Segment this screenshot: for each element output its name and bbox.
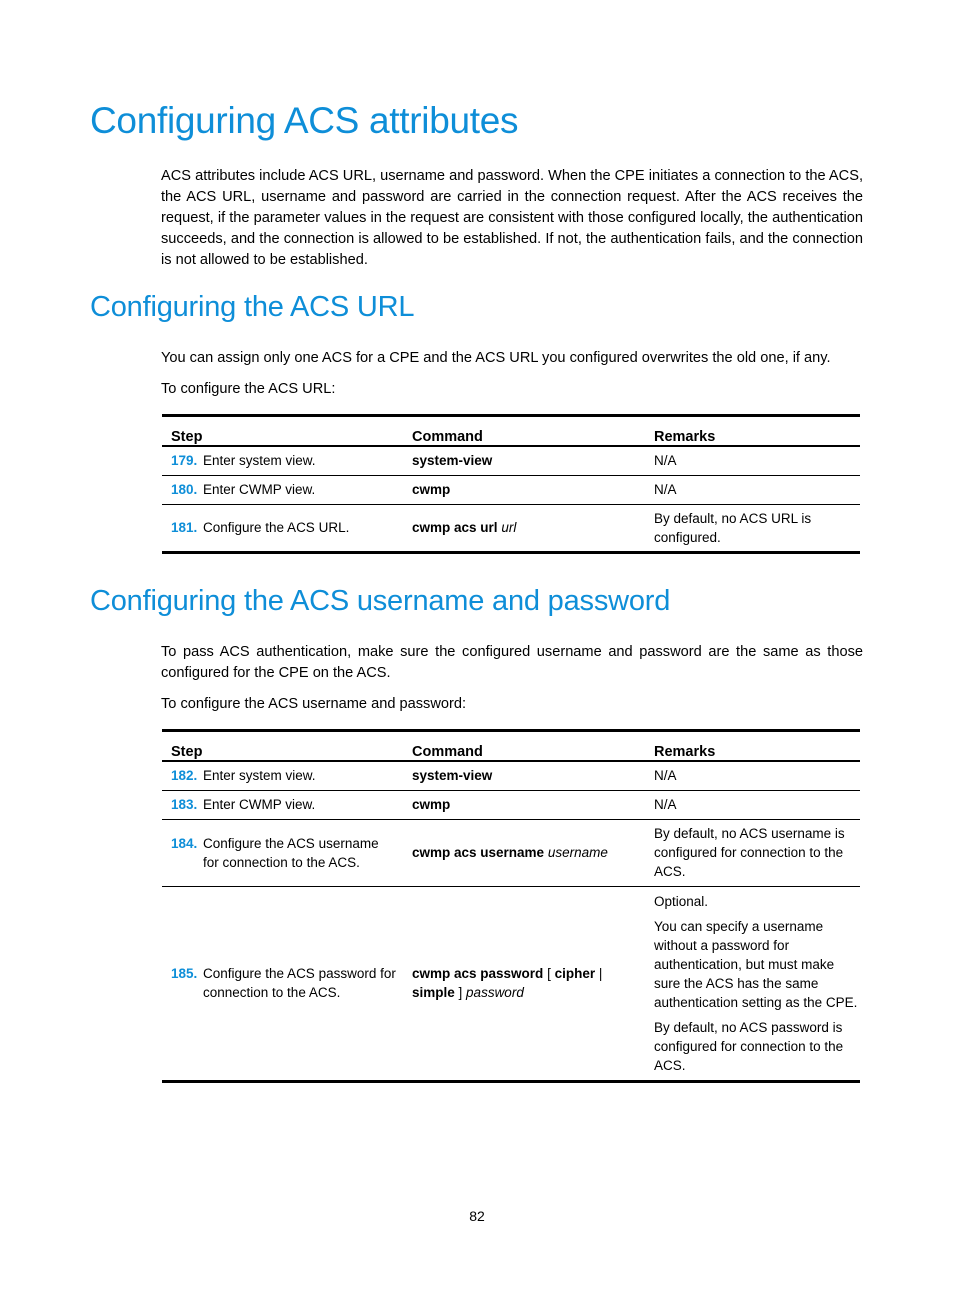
remark-text: By default, no ACS username is configured for connection to the ACS.: [654, 826, 845, 879]
step-cell: [162, 886, 403, 1081]
remark-text: By default, no ACS URL is configured.: [654, 510, 812, 545]
header-step: Step: [162, 731, 403, 762]
command-cell: [403, 446, 645, 475]
step-text: Configure the ACS username for connection to the ACS.: [203, 835, 379, 870]
step-text: Enter CWMP view.: [203, 797, 316, 812]
table-row: [162, 761, 860, 790]
command-argument: username: [547, 845, 608, 860]
step-content: [171, 451, 403, 470]
step-text: Enter system view.: [203, 453, 316, 469]
step-cell: [162, 446, 403, 475]
remarks-cell: [645, 886, 860, 1081]
acs-url-description: You can assign only one ACS for a CPE and the ACS URL you configured overwrites the old one, if any.: [161, 350, 831, 366]
step-number: 185.: [171, 966, 198, 981]
acs-credentials-table: [162, 729, 860, 1083]
table-row: [162, 790, 860, 819]
remarks-cell: [645, 504, 860, 552]
step-cell: [162, 504, 403, 552]
step-content: [171, 834, 403, 872]
command-cell: [403, 475, 645, 504]
remark-text: N/A: [654, 482, 677, 497]
remark-text: N/A: [654, 453, 677, 469]
step-text: Enter CWMP view.: [203, 482, 316, 497]
page-title: Configuring ACS attributes: [90, 100, 519, 141]
intro-paragraph: ACS attributes include ACS URL, username and password. When the CPE initiates a connection to the ACS, the ACS URL, username and password are carried in the connection request. After the ACS receives the request, if the parameter values in the request are consistent with those configured locally, the authentication succeeds, and the connection is allowed to be established. If not, the authentication fails, and the connection is not allowed to be established.: [161, 168, 863, 268]
table-row: [162, 819, 860, 886]
step-cell: [162, 761, 403, 790]
acs-url-table: [162, 414, 860, 554]
header-command: Command: [403, 731, 645, 762]
step-text: Configure the ACS URL.: [203, 520, 350, 535]
command-cell: [403, 886, 645, 1081]
header-step: Step: [162, 416, 403, 447]
command-syntax: [: [543, 966, 555, 981]
section-heading-acs-credentials: Configuring the ACS username and password: [90, 585, 671, 617]
table-row: [162, 475, 860, 504]
table-row: [162, 504, 860, 552]
remark-text: N/A: [654, 797, 677, 812]
header-command: Command: [403, 416, 645, 447]
step-content: [171, 518, 403, 537]
command-keyword: cwmp acs username: [412, 845, 545, 860]
command-keyword: cwmp acs url: [412, 520, 498, 535]
remarks-cell: [645, 790, 860, 819]
command-syntax: |: [595, 966, 603, 981]
command-keyword: system-view: [412, 453, 493, 469]
table-row: [162, 446, 860, 475]
header-remarks: Remarks: [645, 416, 860, 447]
step-cell: [162, 475, 403, 504]
step-content: [171, 766, 403, 785]
step-number: 179.: [171, 453, 198, 469]
remarks-cell: [645, 475, 860, 504]
acs-credentials-intro: To configure the ACS username and password:: [161, 696, 467, 712]
command-keyword: system-view: [412, 768, 493, 784]
table-header-row: [162, 731, 860, 762]
command-argument: password: [466, 985, 524, 1000]
command-cell: [403, 790, 645, 819]
command-cell: [403, 819, 645, 886]
command-cell: [403, 761, 645, 790]
step-cell: [162, 790, 403, 819]
step-content: [171, 480, 403, 499]
page-number: 82: [469, 1208, 485, 1224]
command-keyword: cwmp: [412, 797, 451, 812]
command-keyword: cipher: [554, 966, 596, 981]
header-remarks: Remarks: [645, 731, 860, 762]
step-cell: [162, 819, 403, 886]
section-heading-acs-url: Configuring the ACS URL: [90, 291, 415, 323]
remark-text: Optional.: [654, 893, 709, 909]
remarks-cell: [645, 819, 860, 886]
command-argument: url: [501, 520, 517, 535]
step-number: 183.: [171, 797, 198, 812]
remark-text: N/A: [654, 768, 677, 784]
step-content: [171, 964, 403, 1002]
acs-credentials-description: To pass ACS authentication, make sure the configured username and password are the same as those configured for the CPE on the ACS.: [161, 644, 863, 681]
step-text: Configure the ACS password for connection to the ACS.: [203, 966, 396, 1000]
step-number: 184.: [171, 835, 198, 851]
remarks-cell: [645, 446, 860, 475]
table-header-row: [162, 416, 860, 447]
command-keyword: cwmp acs password: [412, 966, 544, 981]
remark-text: By default, no ACS password is configured for connection to the ACS.: [654, 1019, 844, 1073]
command-cell: [403, 504, 645, 552]
command-keyword: cwmp: [412, 482, 451, 497]
command-keyword: simple: [412, 985, 455, 1000]
step-number: 180.: [171, 482, 198, 497]
step-number: 182.: [171, 768, 198, 784]
acs-url-intro: To configure the ACS URL:: [161, 381, 336, 397]
step-text: Enter system view.: [203, 768, 316, 784]
step-number: 181.: [171, 520, 198, 535]
remarks-cell: [645, 761, 860, 790]
step-content: [171, 795, 403, 814]
table-row: [162, 886, 860, 1081]
remark-text: You can specify a username without a password for authentication, but must make sure the ACS has the same authentication setting as the CPE.: [654, 918, 858, 1010]
command-syntax: ]: [454, 985, 467, 1000]
